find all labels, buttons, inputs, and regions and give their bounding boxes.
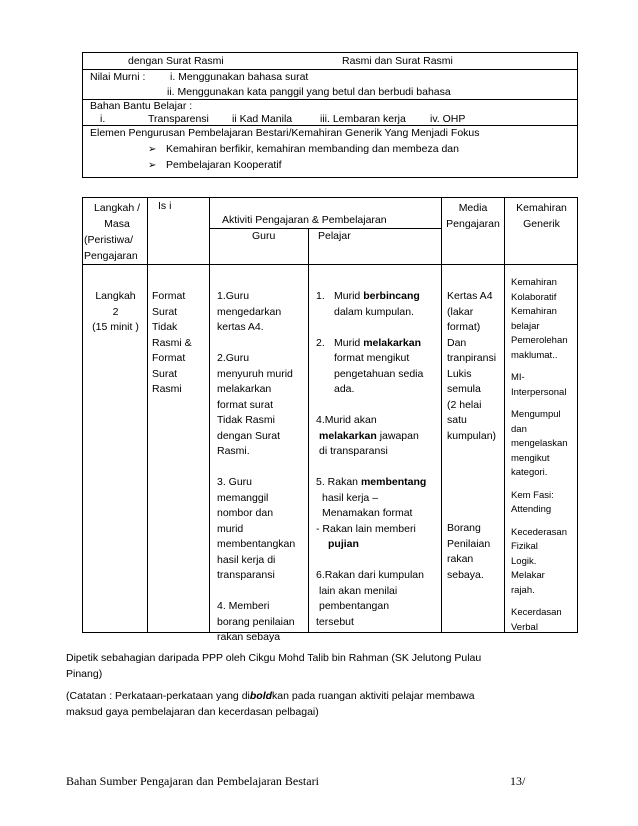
isi-line: Tidak [152, 321, 178, 333]
col-divider [504, 197, 505, 633]
kemahiran-line: Interpersonal [511, 386, 567, 398]
guru-line [217, 460, 295, 476]
kemahiran-cell [511, 276, 568, 635]
elemen-bullet-2-text: Pembelajaran Kooperatif [166, 159, 282, 171]
pelajar-line: Menamakan format [322, 507, 413, 519]
media-line: (2 helai [447, 398, 482, 411]
media-line: format) [447, 321, 481, 333]
isi-line: Rasmi & [152, 336, 192, 349]
header-media [442, 200, 504, 232]
guru-line: membentangkan [217, 538, 296, 550]
media-line: satu [447, 414, 467, 426]
header-langkah-line: Masa [104, 218, 130, 230]
media-line: tranpiransi [447, 352, 497, 364]
guru-line: rakan sebaya [217, 631, 281, 643]
langkah-line: 2 [112, 305, 119, 318]
media-line: kumpulan) [447, 429, 497, 442]
kemahiran-line [511, 481, 568, 489]
header-isi: Is i [158, 200, 172, 212]
guru-line [217, 584, 295, 600]
header-media-line: Media [458, 202, 488, 214]
pelajar-line: tersebut [316, 615, 354, 628]
kemahiran-line: Kolaboratif [511, 291, 557, 303]
catatan-line-1 [66, 688, 475, 704]
langkah-line: (15 minit ) [92, 321, 139, 333]
kemahiran-line: Kemahiran [511, 277, 557, 288]
catatan-note [66, 688, 475, 720]
guru-line: memanggil [217, 491, 269, 504]
pelajar-line: - Rakan lain memberi [316, 522, 416, 535]
aktiviti-underline [209, 228, 441, 229]
header-bottom-line [82, 264, 578, 265]
pelajar-line: pengetahuan sedia [334, 367, 424, 380]
pelajar-num: 2. [316, 336, 325, 349]
kemahiran-line: kategori. [511, 467, 548, 478]
kemahiran-line [511, 400, 568, 408]
isi-line: Format [152, 290, 186, 302]
guru-line: melakarkan [217, 383, 272, 395]
kemahiran-line: Attending [511, 504, 552, 515]
isi-line: Surat [152, 305, 178, 318]
pelajar-bold-word: melakarkan [363, 336, 421, 349]
pelajar-item-5 [316, 475, 426, 491]
header-langkah [84, 200, 147, 264]
pelajar-text: Murid [334, 290, 364, 302]
isi-cell [152, 289, 192, 398]
pelajar-line: dalam kumpulan. [334, 305, 414, 318]
header-kemahiran-line: Kemahiran [516, 202, 567, 214]
kemahiran-line: Kecederasan [511, 526, 567, 538]
nilai-murni-label: Nilai Murni : [90, 71, 146, 83]
bahan-kad-manila: ii Kad Manila [232, 113, 293, 125]
kemahiran-line: mengikut [511, 452, 550, 464]
nilai-murni-item-1: i. Menggunakan bahasa surat [170, 71, 309, 83]
guru-line: 1.Guru [217, 290, 250, 302]
top-row0-left: dengan Surat Rasmi [128, 55, 224, 67]
guru-line: 4. Memberi [217, 600, 270, 612]
footer-page-number: 13/ [510, 774, 526, 788]
col-divider [441, 197, 442, 633]
pelajar-line: hasil kerja – [322, 491, 379, 504]
media-line: Penilaian [447, 537, 491, 550]
bahan-transparensi: Transparensi [148, 113, 209, 125]
guru-line: Rasmi. [217, 445, 250, 457]
kemahiran-line: MI- [511, 372, 525, 383]
kemahiran-line: dan [511, 423, 527, 435]
guru-line: borang penilaian [217, 615, 295, 628]
media-cell-2 [447, 521, 490, 583]
pelajar-line: lain akan menilai [319, 584, 398, 597]
pelajar-bold-word: melakarkan [319, 429, 377, 442]
header-guru: Guru [252, 230, 276, 242]
bahan-item-i: i. [100, 113, 106, 125]
pelajar-bold-word: pujian [328, 538, 359, 550]
pelajar-line: 6.Rakan dari kumpulan [316, 569, 424, 581]
pelajar-text: Murid [334, 336, 364, 349]
pelajar-item-2 [316, 336, 426, 352]
top-table-divider [82, 69, 578, 70]
media-line: sebaya. [447, 568, 484, 581]
pelajar-line: format mengikut [334, 352, 410, 364]
col-divider [147, 197, 148, 633]
guru-line: murid [217, 522, 244, 535]
kemahiran-line: rajah. [511, 584, 535, 596]
guru-line: 2.Guru [217, 352, 250, 364]
kemahiran-line: Mengumpul [511, 409, 561, 420]
guru-line: nombor dan [217, 507, 274, 519]
catatan-line-2: maksud gaya pembelajaran dan kecerdasan pelbagai) [66, 706, 319, 718]
catatan-text: kan pada ruangan aktiviti pelajar membawa [272, 690, 475, 702]
guru-line: menyuruh murid [217, 367, 293, 380]
kemahiran-line: Fizikal [511, 541, 538, 552]
media-line: Lukis [447, 367, 472, 380]
media-line: Kertas A4 [447, 290, 493, 302]
dipetik-line: Pinang) [66, 668, 103, 680]
catatan-text: (Catatan : Perkataan-perkataan yang di [66, 690, 250, 702]
guru-line: mengedarkan [217, 305, 282, 318]
guru-line: Tidak Rasmi [217, 414, 275, 426]
header-aktiviti: Aktiviti Pengajaran & Pembelajaran [222, 214, 387, 226]
top-row0-right: Rasmi dan Surat Rasmi [342, 55, 453, 67]
catatan-bold-word: bold [249, 690, 273, 702]
header-langkah-line: Pengajaran [84, 250, 138, 262]
pelajar-item-4 [316, 429, 426, 445]
bahan-bantu-label: Bahan Bantu Belajar : [90, 100, 193, 112]
bahan-lembaran-kerja: iii. Lembaran kerja [320, 113, 406, 125]
media-line: (lakar [447, 305, 474, 318]
pelajar-line: pembentangan [319, 600, 390, 612]
pelajar-line: di transparansi [319, 445, 388, 457]
header-pelajar: Pelajar [318, 230, 351, 242]
col-divider [308, 228, 309, 633]
media-cell [447, 289, 496, 444]
header-langkah-line: Langkah / [93, 202, 141, 214]
guru-line: hasil kerja di [217, 553, 276, 566]
kemahiran-line: Melakar [511, 570, 545, 581]
elemen-bullet-1 [148, 143, 459, 157]
guru-line [217, 336, 295, 352]
kemahiran-line [511, 518, 568, 526]
kemahiran-line: Logik. [511, 555, 537, 567]
pelajar-bold-word: membentang [360, 476, 427, 488]
elemen-bullet-1-text: Kemahiran berfikir, kemahiran membanding dan membeza dan [166, 143, 459, 155]
guru-line: kertas A4. [217, 321, 264, 333]
langkah-cell [84, 289, 147, 336]
kemahiran-line: Kem Fasi: [511, 489, 554, 501]
col-divider [209, 197, 210, 633]
langkah-line: Langkah [95, 290, 136, 302]
kemahiran-line: belajar [511, 320, 540, 332]
header-kemahiran-line: Generik [523, 218, 560, 230]
media-line: Borang [447, 522, 481, 534]
media-line: semula [447, 383, 481, 395]
pelajar-item-1 [316, 289, 426, 305]
isi-line: Surat [152, 367, 178, 380]
bahan-ohp: iv. OHP [430, 113, 466, 125]
kemahiran-line: mengelaskan [511, 438, 568, 449]
header-media-line: Pengajaran [446, 218, 500, 230]
guru-line: 3. Guru [217, 476, 253, 488]
pelajar-cell [316, 289, 426, 630]
footer-title: Bahan Sumber Pengajaran dan Pembelajaran Bestari [66, 774, 319, 788]
dipetik-line: Dipetik sebahagian daripada PPP oleh Cikgu Mohd Talib bin Rahman (SK Jelutong Pulau [66, 652, 482, 664]
pelajar-line: 4.Murid akan [316, 414, 377, 426]
header-kemahiran [505, 200, 578, 232]
pelajar-bold-word: berbincang [363, 290, 420, 302]
kemahiran-line [511, 363, 568, 371]
guru-cell [217, 289, 295, 646]
guru-line: transparansi [217, 569, 275, 581]
guru-line: format surat [217, 398, 274, 411]
kemahiran-line: Kecerdasan [511, 607, 562, 618]
kemahiran-line [511, 598, 568, 606]
kemahiran-line: Kemahiran [511, 306, 557, 317]
guru-line: dengan Surat [217, 429, 281, 442]
kemahiran-line: Verbal [511, 621, 538, 633]
pelajar-text: jawapan [376, 429, 419, 442]
pelajar-num: 1. [316, 290, 325, 302]
kemahiran-line: Pemerolehan [511, 335, 568, 346]
elemen-bullet-2 [148, 159, 282, 173]
media-line: rakan [447, 553, 474, 565]
header-langkah-line: (Peristiwa/ [84, 234, 134, 246]
pelajar-text: 5. Rakan [316, 476, 361, 488]
isi-line: Format [152, 352, 186, 364]
kemahiran-line: maklumat.. [511, 349, 558, 361]
isi-line: Rasmi [152, 383, 182, 395]
media-line: Dan [447, 336, 467, 349]
dipetik-note [66, 650, 481, 682]
pelajar-line: ada. [334, 383, 355, 395]
elemen-label: Elemen Pengurusan Pembelajaran Bestari/Kemahiran Generik Yang Menjadi Fokus [90, 127, 480, 139]
nilai-murni-item-2: ii. Menggunakan kata panggil yang betul dan berbudi bahasa [167, 86, 451, 98]
